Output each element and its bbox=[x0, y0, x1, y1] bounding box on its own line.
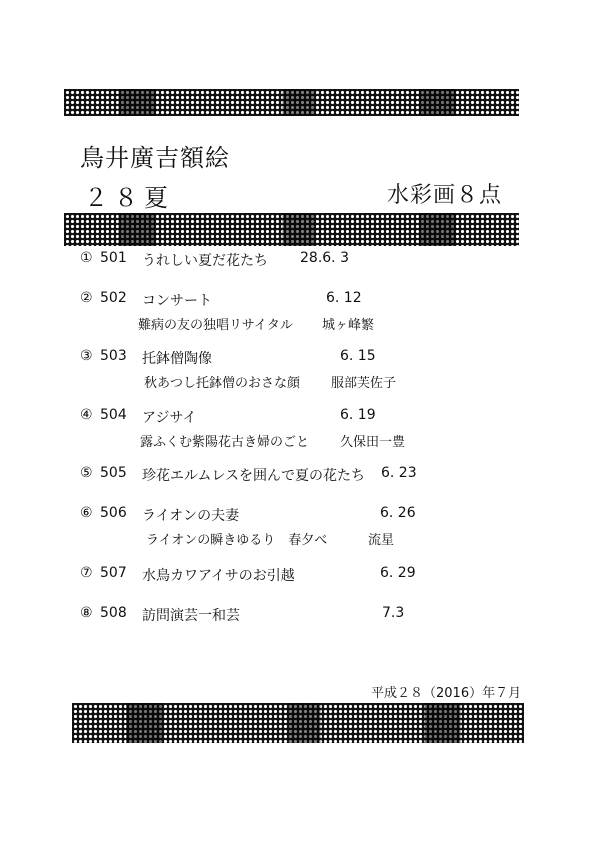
item-title: アジサイ bbox=[142, 410, 197, 426]
item-number: ⑦ bbox=[80, 565, 93, 581]
halftone-band-top bbox=[64, 89, 519, 116]
item-code: 508 bbox=[100, 605, 127, 621]
page-title: 鳥井廣吉額絵 bbox=[80, 144, 230, 172]
halftone-band-bottom bbox=[72, 703, 524, 743]
item-date: 6. 19 bbox=[340, 407, 376, 423]
halftone-band-middle bbox=[64, 213, 519, 246]
publication-date: 平成２８（2016）年７月 bbox=[371, 686, 522, 701]
item-code: 505 bbox=[100, 465, 127, 481]
item-code: 501 bbox=[100, 250, 127, 266]
item-code: 502 bbox=[100, 290, 127, 306]
item-number: ⑥ bbox=[80, 505, 93, 521]
item-number: ② bbox=[80, 290, 93, 306]
item-date: 6. 12 bbox=[326, 290, 362, 306]
item-number: ① bbox=[80, 250, 93, 266]
item-number: ③ bbox=[80, 348, 93, 364]
item-number: ⑤ bbox=[80, 465, 93, 481]
item-date: 7.3 bbox=[382, 605, 405, 621]
item-date: 6. 23 bbox=[381, 465, 417, 481]
item-author: 流星 bbox=[368, 533, 395, 548]
item-title: ライオンの夫妻 bbox=[142, 508, 240, 524]
item-author: 久保田一豊 bbox=[340, 435, 406, 450]
item-date: 6. 26 bbox=[380, 505, 416, 521]
item-number: ⑧ bbox=[80, 605, 93, 621]
item-title: コンサート bbox=[142, 293, 212, 309]
season-label: ２８夏 bbox=[84, 184, 174, 212]
item-poem: 難病の友の独唱リサイタル bbox=[138, 318, 293, 333]
item-code: 506 bbox=[100, 505, 127, 521]
item-author: 城ヶ峰繁 bbox=[322, 318, 375, 333]
item-poem: 秋あつし托鉢僧のおさな顔 bbox=[144, 376, 301, 391]
item-poem: ライオンの瞬きゆるり 春夕べ bbox=[146, 533, 328, 548]
item-title: 珍花エルムレスを囲んで夏の花たち bbox=[142, 468, 366, 484]
item-date: 28.6. 3 bbox=[300, 250, 349, 266]
item-title: 訪問演芸一和芸 bbox=[142, 608, 240, 624]
item-date: 6. 15 bbox=[340, 348, 376, 364]
item-date: 6. 29 bbox=[380, 565, 416, 581]
item-title: 水鳥カワアイサのお引越 bbox=[142, 568, 295, 584]
item-number: ④ bbox=[80, 407, 93, 423]
item-title: うれしい夏だ花たち bbox=[142, 253, 268, 269]
item-code: 503 bbox=[100, 348, 127, 364]
item-author: 服部芙佐子 bbox=[331, 376, 397, 391]
item-code: 507 bbox=[100, 565, 127, 581]
item-title: 托鉢僧陶像 bbox=[142, 351, 212, 367]
medium-label: 水彩画８点 bbox=[387, 183, 503, 208]
item-code: 504 bbox=[100, 407, 127, 423]
item-poem: 露ふくむ紫陽花古き婦のごと bbox=[140, 435, 310, 450]
